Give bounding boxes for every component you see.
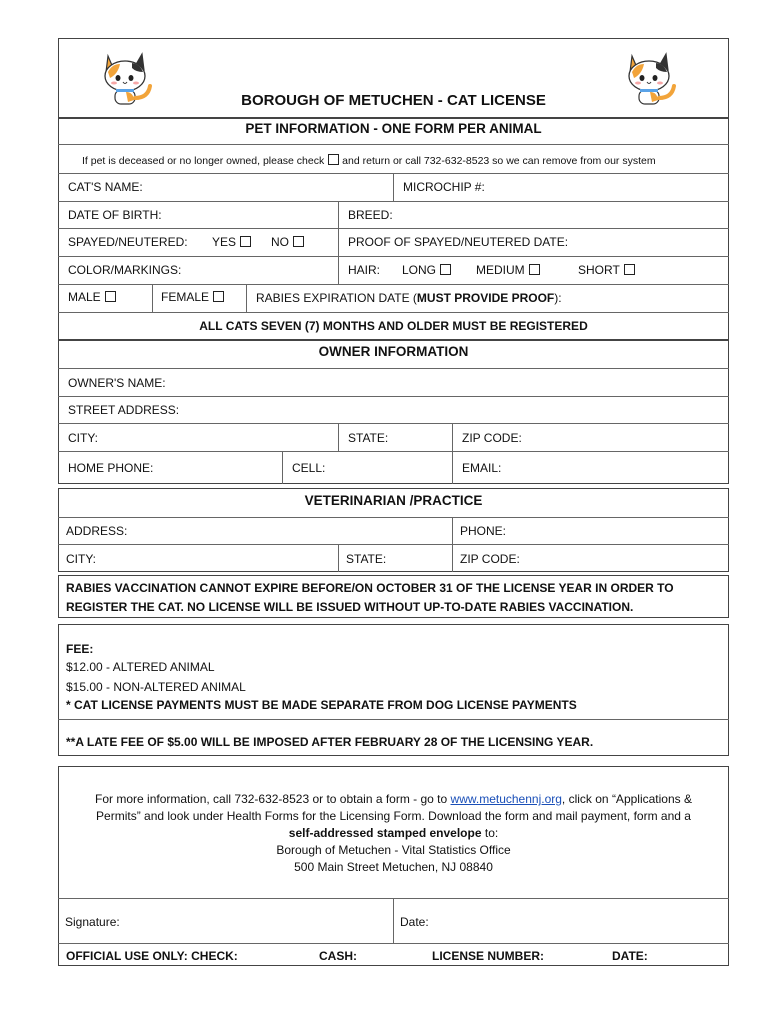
- rabies-expiration-label: RABIES EXPIRATION DATE (MUST PROVIDE PROOF):: [256, 291, 562, 305]
- sex-female[interactable]: FEMALE: [161, 290, 224, 304]
- vet-city-label: CITY:: [66, 552, 97, 566]
- late-fee-notice: **A LATE FEE OF $5.00 WILL BE IMPOSED AFTER FEBRUARY 28 OF THE LICENSING YEAR.: [66, 735, 594, 749]
- owner-state-label: STATE:: [348, 431, 389, 445]
- info-text: For more information, call 732-632-8523 or to obtain a form - go to www.metuchennj.org, click on “Applications & Permits” and look under Health Forms for the Licensing Form. Download the form and mail payment, form and a self-addressed stamped envelope to: Borough of Metuchen - Vital Statistics Office 500 Main Street Metuchen, NJ 08840: [95, 792, 692, 874]
- pet-info-box: [58, 118, 729, 340]
- spayed-yes-checkbox[interactable]: [240, 236, 251, 247]
- vet-address-label: ADDRESS:: [66, 524, 128, 538]
- owner-name-label: OWNER'S NAME:: [68, 376, 166, 390]
- fee-label: FEE:: [66, 642, 94, 656]
- cell-label: CELL:: [292, 461, 326, 475]
- hair-medium-checkbox[interactable]: [529, 264, 540, 275]
- fee-altered: $12.00 - ALTERED ANIMAL: [66, 660, 215, 674]
- rabies-notice-line1: RABIES VACCINATION CANNOT EXPIRE BEFORE/ON OCTOBER 31 OF THE LICENSE YEAR IN ORDER TO: [66, 581, 674, 595]
- all-cats-notice: ALL CATS SEVEN (7) MONTHS AND OLDER MUST BE REGISTERED: [199, 319, 588, 333]
- official-license-label: LICENSE NUMBER:: [432, 949, 545, 963]
- proof-spayed-label: PROOF OF SPAYED/NEUTERED DATE:: [348, 235, 569, 249]
- page-title: BOROUGH OF METUCHEN - CAT LICENSE: [241, 92, 546, 109]
- street-address-label: STREET ADDRESS:: [68, 403, 180, 417]
- male-checkbox[interactable]: [105, 291, 116, 302]
- spayed-no[interactable]: NO: [271, 235, 304, 249]
- official-cash-label: CASH:: [319, 949, 357, 963]
- spayed-yes[interactable]: YES: [212, 235, 251, 249]
- spayed-no-checkbox[interactable]: [293, 236, 304, 247]
- deceased-checkbox[interactable]: [328, 154, 339, 165]
- official-date-label: DATE:: [612, 949, 648, 963]
- signature-label: Signature:: [65, 915, 120, 929]
- vet-zip-label: ZIP CODE:: [460, 552, 520, 566]
- hair-short-checkbox[interactable]: [624, 264, 635, 275]
- spayed-label: SPAYED/NEUTERED:: [68, 235, 188, 249]
- fee-non-altered: $15.00 - NON-ALTERED ANIMAL: [66, 680, 246, 694]
- home-phone-label: HOME PHONE:: [68, 461, 154, 475]
- pet-info-heading: PET INFORMATION - ONE FORM PER ANIMAL: [245, 121, 542, 136]
- hair-label: HAIR:: [348, 263, 381, 277]
- microchip-label: MICROCHIP #:: [403, 180, 485, 194]
- owner-zip-label: ZIP CODE:: [462, 431, 522, 445]
- vet-state-label: STATE:: [346, 552, 387, 566]
- hair-short[interactable]: SHORT: [578, 263, 635, 277]
- sex-male[interactable]: MALE: [68, 290, 116, 304]
- hair-long-checkbox[interactable]: [440, 264, 451, 275]
- deceased-note: If pet is deceased or no longer owned, please check and return or call 732-632-8523 so we can remove from our system: [82, 155, 656, 167]
- signature-date-label: Date:: [400, 915, 429, 929]
- breed-label: BREED:: [348, 208, 393, 222]
- owner-city-label: CITY:: [68, 431, 99, 445]
- vet-heading: VETERINARIAN /PRACTICE: [304, 493, 483, 508]
- vet-phone-label: PHONE:: [460, 524, 507, 538]
- owner-info-heading: OWNER INFORMATION: [318, 344, 469, 359]
- dob-label: DATE OF BIRTH:: [68, 208, 162, 222]
- cats-name-label: CAT'S NAME:: [68, 180, 143, 194]
- female-checkbox[interactable]: [213, 291, 224, 302]
- official-check-label: OFFICIAL USE ONLY: CHECK:: [66, 949, 238, 963]
- email-label: EMAIL:: [462, 461, 502, 475]
- hair-medium[interactable]: MEDIUM: [476, 263, 540, 277]
- hair-long[interactable]: LONG: [402, 263, 451, 277]
- website-link[interactable]: www.metuchennj.org: [450, 792, 562, 806]
- fee-separate-notice: * CAT LICENSE PAYMENTS MUST BE MADE SEPARATE FROM DOG LICENSE PAYMENTS: [66, 698, 577, 712]
- rabies-notice-line2: REGISTER THE CAT. NO LICENSE WILL BE ISSUED WITHOUT UP-TO-DATE RABIES VACCINATION.: [66, 600, 634, 614]
- color-label: COLOR/MARKINGS:: [68, 263, 182, 277]
